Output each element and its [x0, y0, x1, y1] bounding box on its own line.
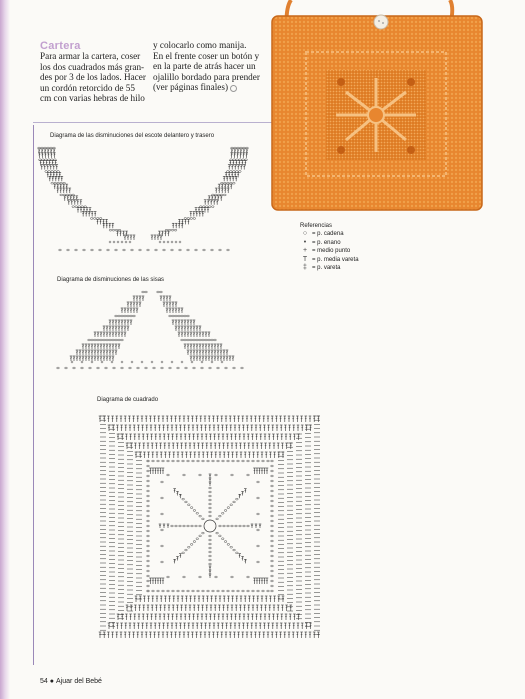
text-line: en la parte de atrás hacer un	[153, 61, 256, 72]
square-diagram-title: Diagrama de cuadrado	[97, 397, 159, 403]
page-footer	[40, 678, 102, 685]
text-line: los dos cuadrados más gran-	[40, 61, 145, 72]
text-line: ojalillo bordado para prender	[153, 71, 260, 82]
divider-vertical	[33, 125, 34, 665]
legend-item	[300, 264, 359, 273]
legend-title: Referencias	[300, 223, 333, 229]
double-crochet-icon: ‡	[303, 264, 307, 272]
legend-item	[300, 230, 359, 239]
neckline-diagram	[40, 142, 250, 254]
single-crochet-icon: +	[302, 247, 308, 255]
text-line: des por 3 de los lados. Hacer	[40, 72, 146, 83]
publication-name: Ajuar del Bebé	[56, 678, 102, 685]
section-heading: Cartera	[40, 40, 81, 52]
legend-item	[300, 247, 359, 256]
half-double-crochet-icon: T	[302, 255, 308, 263]
legend-item-label: = medio punto	[312, 248, 351, 255]
divider-horizontal	[33, 122, 278, 123]
legend	[300, 222, 359, 273]
instructions-column-1	[40, 51, 148, 104]
page-binding-edge	[0, 0, 10, 699]
text-line: un cordón retorcido de 55	[40, 82, 135, 93]
text-line-last	[153, 82, 271, 93]
legend-item-label: = p. cadena	[312, 231, 344, 238]
legend-item	[300, 256, 359, 265]
text-line: Para armar la cartera, coser	[40, 51, 141, 61]
legend-item-label: = p. enano	[312, 239, 341, 246]
armhole-diagram-title: Diagrama de disminuciones de las sisas	[57, 277, 165, 283]
legend-item-label: = p. vareta	[312, 265, 341, 272]
end-bullet-icon	[230, 85, 237, 92]
armhole-diagram	[52, 286, 252, 372]
chain-stitch-icon: ○	[302, 230, 308, 238]
crochet-purse-photo	[266, 0, 488, 214]
legend-item	[300, 239, 359, 248]
slip-stitch-icon: •	[303, 238, 307, 246]
footer-bullet-icon: ●	[49, 678, 55, 685]
text-line: y colocarlo como manija.	[153, 40, 247, 50]
neckline-diagram-title: Diagrama de las disminuciones del escote delantero y trasero	[50, 133, 215, 139]
text-line: En el frente coser un botón y	[153, 50, 260, 61]
square-diagram	[92, 406, 332, 646]
legend-item-label: = p. media vareta	[312, 256, 359, 263]
instructions-column-2	[153, 40, 271, 93]
page-number: 54	[40, 678, 48, 685]
text-line-content: (ver páginas finales)	[153, 82, 228, 93]
text-line: cm con varias hebras de hilo	[40, 93, 145, 104]
